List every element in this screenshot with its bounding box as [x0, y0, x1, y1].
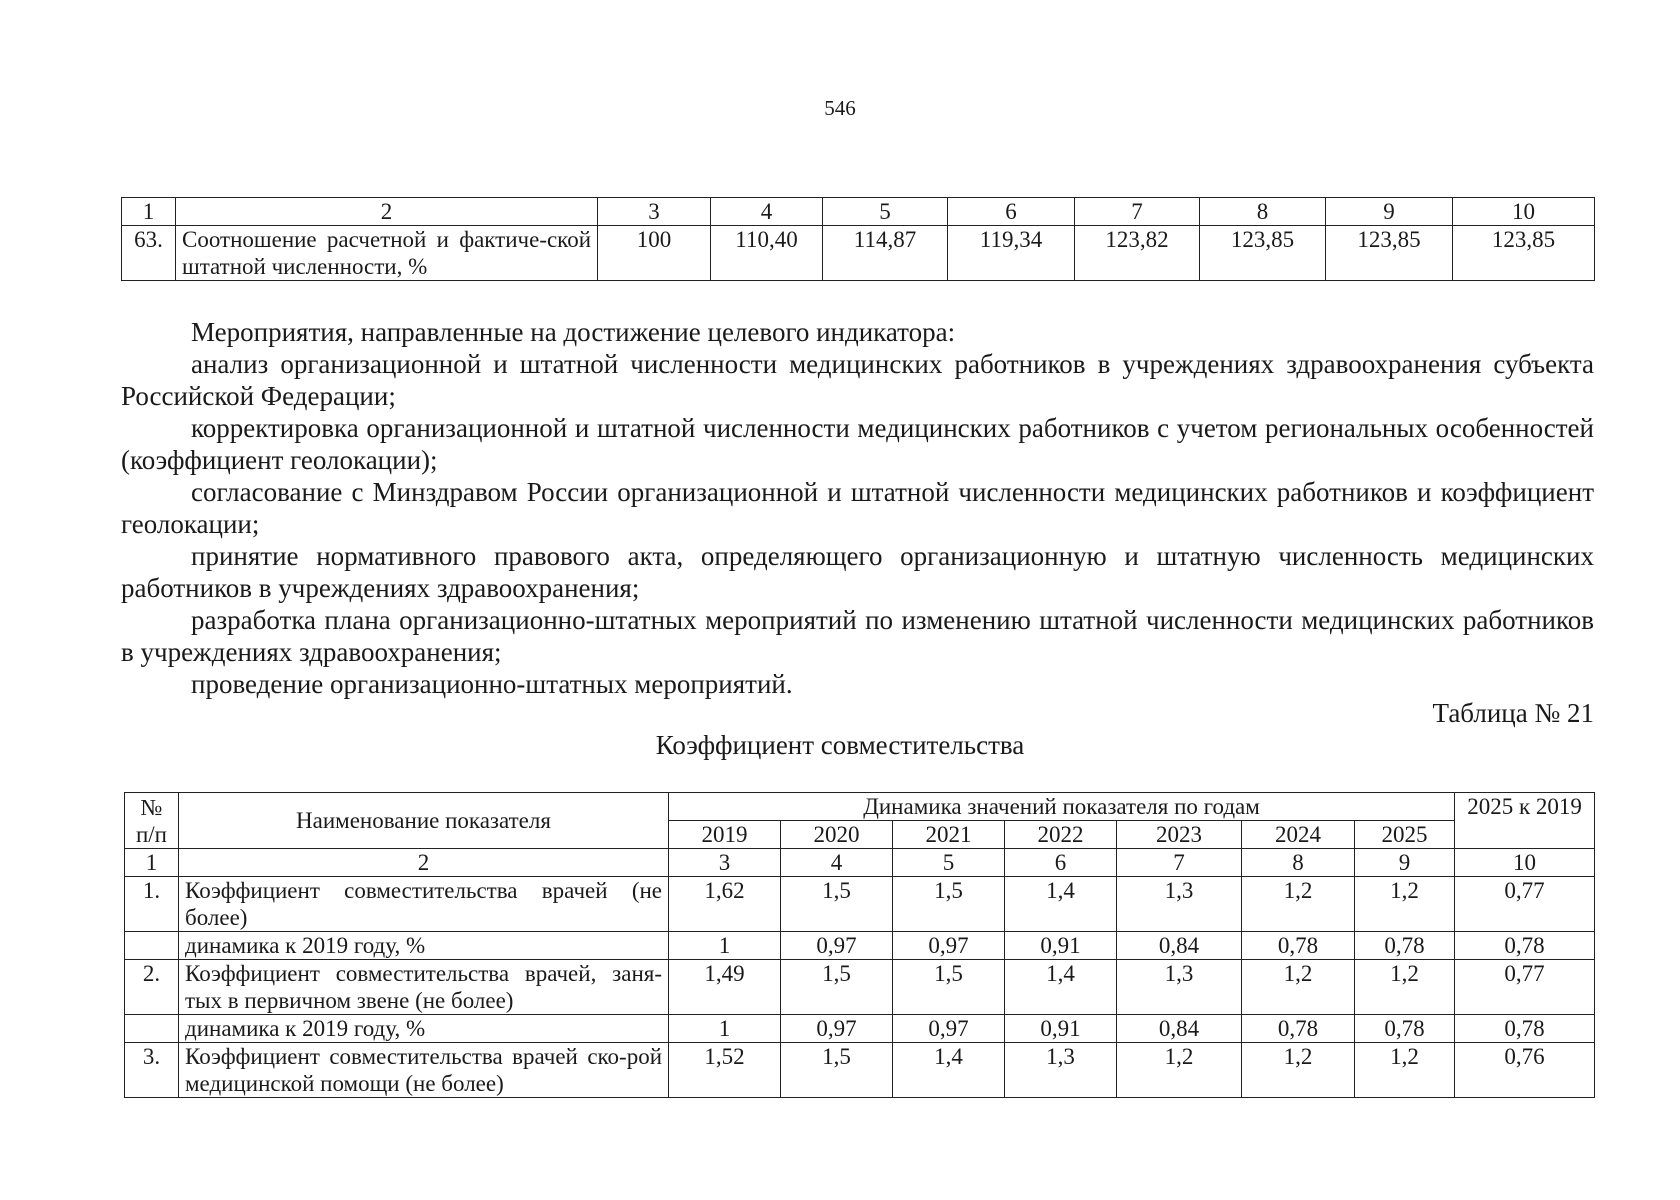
- value-cell: 123,85: [1453, 226, 1595, 281]
- value-cell: 1,5: [781, 877, 893, 932]
- value-cell: 1,5: [781, 1043, 893, 1098]
- column-number-cell: 4: [781, 849, 893, 877]
- measures-text: [121, 316, 1594, 700]
- column-number-cell: 10: [1455, 849, 1595, 877]
- value-cell: 1,52: [669, 1043, 781, 1098]
- table-row: [125, 960, 1595, 1015]
- value-cell: 1,2: [1355, 877, 1455, 932]
- value-cell: 1,4: [1005, 960, 1117, 1015]
- column-number-cell: 3: [669, 849, 781, 877]
- value-cell: 0,78: [1455, 932, 1595, 960]
- table-title: Коэффициент совместительства: [655, 730, 1025, 760]
- year-header-cell: 2022: [1005, 821, 1117, 849]
- value-cell: 0,78: [1355, 1015, 1455, 1043]
- column-number-cell: 6: [948, 198, 1075, 226]
- value-cell: 0,97: [781, 932, 893, 960]
- value-cell: 1,5: [893, 960, 1005, 1015]
- column-number-cell: 10: [1453, 198, 1595, 226]
- value-cell: 110,40: [711, 226, 823, 281]
- t1-column-number-row: [122, 198, 1595, 226]
- measures-intro: Мероприятия, направленные на достижение целевого индикатора:: [191, 317, 956, 347]
- column-number-cell: 3: [598, 198, 711, 226]
- value-cell: 0,78: [1242, 1015, 1355, 1043]
- t2-column-number-row: [125, 849, 1595, 877]
- value-cell: 0,78: [1455, 1015, 1595, 1043]
- value-cell: 0,84: [1117, 1015, 1242, 1043]
- value-cell: 1: [669, 1015, 781, 1043]
- column-number-cell: 5: [893, 849, 1005, 877]
- value-cell: 1,5: [893, 877, 1005, 932]
- header-last-cell: 2025 к 2019: [1455, 793, 1595, 849]
- indicator-name-cell: динамика к 2019 году, %: [179, 1015, 669, 1043]
- column-number-cell: 6: [1005, 849, 1117, 877]
- year-header-cell: 2023: [1117, 821, 1242, 849]
- value-cell: 1: [669, 932, 781, 960]
- column-number-cell: 9: [1355, 849, 1455, 877]
- row-number-cell: [125, 1015, 179, 1043]
- indicator-name-cell: Коэффициент совместительства врачей ско-рой медицинской помощи (не более): [179, 1043, 669, 1098]
- value-cell: 1,3: [1005, 1043, 1117, 1098]
- value-cell: 0,91: [1005, 1015, 1117, 1043]
- table-row: [125, 1043, 1595, 1098]
- value-cell: 0,97: [893, 932, 1005, 960]
- page-number: 546: [824, 96, 856, 120]
- column-number-cell: 4: [711, 198, 823, 226]
- table-row: [125, 932, 1595, 960]
- row-number-cell: 2.: [125, 960, 179, 1015]
- indicator-name-cell: динамика к 2019 году, %: [179, 932, 669, 960]
- value-cell: 123,82: [1075, 226, 1200, 281]
- row-number-cell: 1.: [125, 877, 179, 932]
- value-cell: 1,5: [781, 960, 893, 1015]
- year-header-cell: 2024: [1242, 821, 1355, 849]
- indicator-name-cell: Коэффициент совместительства врачей (не более): [179, 877, 669, 932]
- measure-item: согласование с Минздравом России организационной и штатной численности медицинских работников и коэффициент геолокации;: [121, 477, 1594, 539]
- value-cell: 0,77: [1455, 960, 1595, 1015]
- column-number-cell: 8: [1200, 198, 1326, 226]
- measure-item: разработка плана организационно-штатных мероприятий по изменению штатной численности медицинских работников в учреждениях здравоохранения;: [121, 605, 1594, 667]
- value-cell: 1,3: [1117, 960, 1242, 1015]
- value-cell: 1,2: [1242, 960, 1355, 1015]
- value-cell: 1,2: [1242, 1043, 1355, 1098]
- header-num-cell: № п/п: [125, 793, 179, 849]
- value-cell: 1,4: [1005, 877, 1117, 932]
- value-cell: 0,97: [781, 1015, 893, 1043]
- column-number-cell: 1: [122, 198, 176, 226]
- year-header-cell: 2025: [1355, 821, 1455, 849]
- value-cell: 0,76: [1455, 1043, 1595, 1098]
- value-cell: 0,78: [1355, 932, 1455, 960]
- indicator-name-cell: Коэффициент совместительства врачей, заня-тых в первичном звене (не более): [179, 960, 669, 1015]
- year-header-cell: 2020: [781, 821, 893, 849]
- value-cell: 1,3: [1117, 877, 1242, 932]
- value-cell: 1,2: [1117, 1043, 1242, 1098]
- value-cell: 1,62: [669, 877, 781, 932]
- value-cell: 1,2: [1242, 877, 1355, 932]
- row-number-cell: [125, 932, 179, 960]
- t1-data-row: [122, 226, 1595, 281]
- column-number-cell: 5: [823, 198, 948, 226]
- value-cell: 114,87: [823, 226, 948, 281]
- value-cell: 0,77: [1455, 877, 1595, 932]
- indicator-table-fragment: [121, 197, 1595, 281]
- year-header-cell: 2021: [893, 821, 1005, 849]
- value-cell: 123,85: [1326, 226, 1453, 281]
- measure-item: корректировка организационной и штатной численности медицинских работников с учетом региональных особенностей (коэффициент геолокации);: [121, 413, 1594, 475]
- value-cell: 119,34: [948, 226, 1075, 281]
- value-cell: 1,4: [893, 1043, 1005, 1098]
- row-number-cell: 63.: [122, 226, 176, 281]
- t2-header-row: [125, 793, 1595, 821]
- t1-body: [122, 198, 1595, 281]
- column-number-cell: 8: [1242, 849, 1355, 877]
- value-cell: 0,97: [893, 1015, 1005, 1043]
- header-dynamics-cell: Динамика значений показателя по годам: [669, 793, 1455, 821]
- column-number-cell: 7: [1075, 198, 1200, 226]
- year-header-cell: 2019: [669, 821, 781, 849]
- measure-item: анализ организационной и штатной численности медицинских работников в учреждениях здравоохранения субъекта Российской Федерации;: [121, 349, 1594, 411]
- column-number-cell: 2: [176, 198, 598, 226]
- measure-item: принятие нормативного правового акта, определяющего организационную и штатную численность медицинских работников в учреждениях здравоохранения;: [121, 541, 1594, 603]
- part-time-coefficient-table: [124, 792, 1595, 1098]
- measure-item: проведение организационно-штатных мероприятий.: [191, 669, 793, 699]
- column-number-cell: 7: [1117, 849, 1242, 877]
- value-cell: 100: [598, 226, 711, 281]
- header-name-cell: Наименование показателя: [179, 793, 669, 849]
- table-row: [125, 1015, 1595, 1043]
- indicator-name-cell: Соотношение расчетной и фактиче-ской штатной численности, %: [176, 226, 598, 281]
- value-cell: 0,91: [1005, 932, 1117, 960]
- value-cell: 1,2: [1355, 1043, 1455, 1098]
- value-cell: 1,49: [669, 960, 781, 1015]
- column-number-cell: 1: [125, 849, 179, 877]
- table-row: [125, 877, 1595, 932]
- t2-body: [125, 793, 1595, 1098]
- value-cell: 0,84: [1117, 932, 1242, 960]
- table-label: Таблица № 21: [1432, 698, 1594, 728]
- row-number-cell: 3.: [125, 1043, 179, 1098]
- column-number-cell: 9: [1326, 198, 1453, 226]
- value-cell: 123,85: [1200, 226, 1326, 281]
- value-cell: 1,2: [1355, 960, 1455, 1015]
- value-cell: 0,78: [1242, 932, 1355, 960]
- column-number-cell: 2: [179, 849, 669, 877]
